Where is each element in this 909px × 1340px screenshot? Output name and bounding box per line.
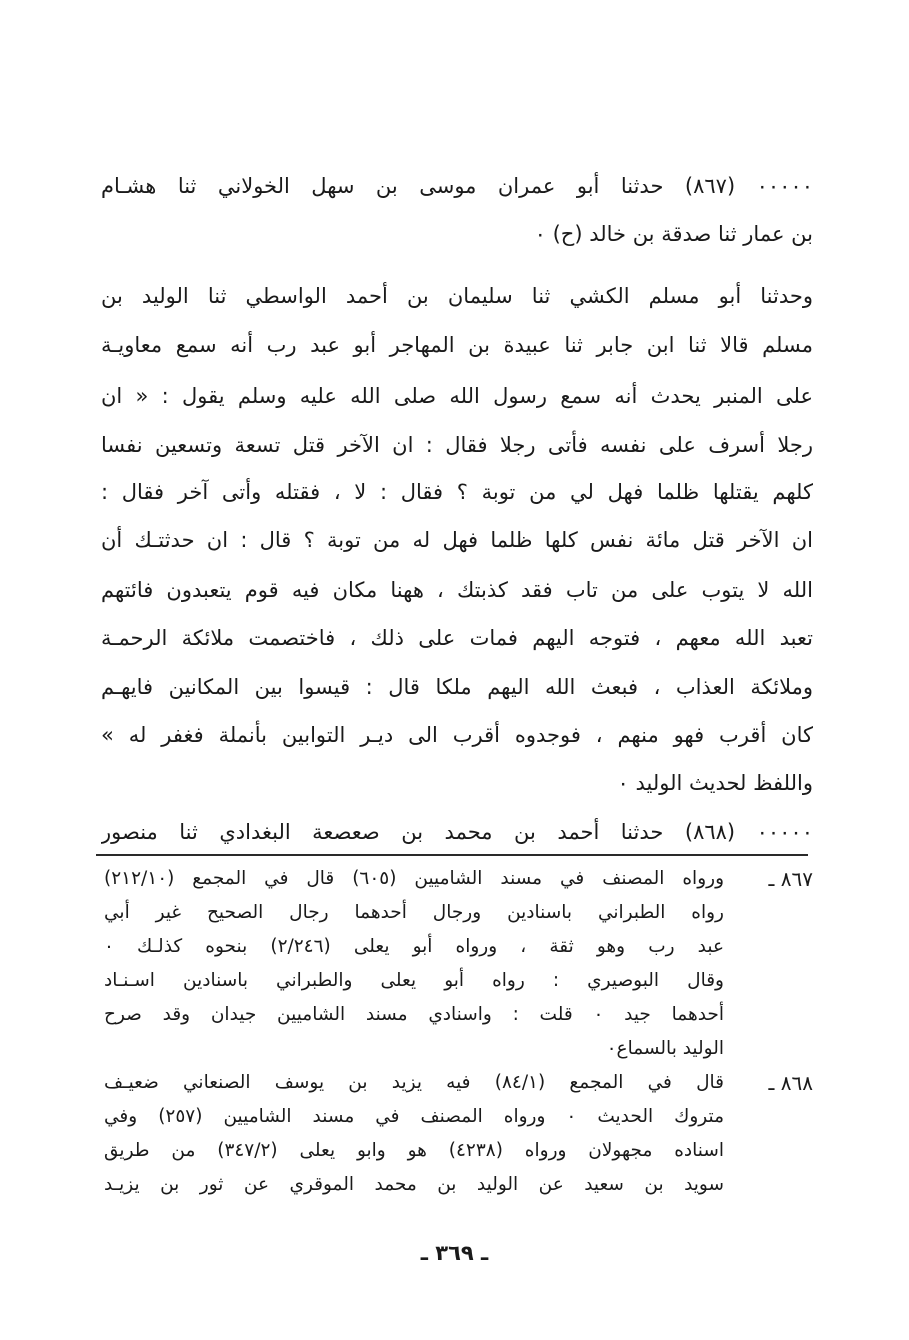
text-line-6: رجلا أسرف على نفسه فأتى رجلا فقال : ان الآخر قتل تسعة وتسعين نفسا [101,433,813,457]
text-line-3: وحدثنا أبو مسلم الكشي ثنا سليمان بن أحمد الواسطي ثنا الوليد بن [101,284,813,308]
footnote-867-line-5: أحدهما جيد ٠ قلت : واسنادي مسند الشاميين جيدان وقد صرح [104,1004,724,1025]
text-line-8: ان الآخر قتل مائة نفس كلها ظلما فهل له من توبة ؟ قال : ان حدثتـك أن [101,528,813,552]
text-line-1: ٠٠٠٠٠ (٨٦٧) حدثنا أبو عمران موسى بن سهل الخولاني ثنا هشـام [101,174,813,198]
text-line-12: كان أقرب فهو منهم ، فوجدوه أقرب الى ديـر التوابين بأنملة فغفر له » [101,723,813,747]
text-line-4: مسلم قالا ثنا ابن جابر ثنا عبيدة بن المهاجر أبو عبد رب أنه سمع معاويـة [101,333,813,357]
footnote-868-line-3: اسناده مجهولان ورواه (٤٢٣٨) هو وابو يعلى (٣٤٧/٢) من طريق [104,1140,724,1161]
footnote-868-line-2: متروك الحديث ٠ ورواه المصنف في مسند الشاميين (٢٥٧) وفي [104,1106,724,1127]
text-line-7: كلهم يقتلها ظلما فهل لي من توبة ؟ فقال : لا ، فقتله وأتى آخر فقال : [101,480,813,504]
text-line-2: بن عمار ثنا صدقة بن خالد (ح) ٠ [534,222,813,246]
text-line-11: وملائكة العذاب ، فبعث الله اليهم ملكا قال : قيسوا بين المكانين فايهـم [101,675,813,699]
text-line-10: تعبد الله معهم ، فتوجه اليهم فمات على ذلك ، فاختصمت ملائكة الرحمـة [101,626,813,650]
page-number: ـ ٣٦٩ ـ [420,1241,489,1265]
text-line-5: على المنبر يحدث أنه سمع رسول الله صلى الله عليه وسلم يقول : « ان [101,384,813,408]
footnote-867-line-6: الوليد بالسماع٠ [606,1038,724,1059]
text-line-14: ٠٠٠٠٠ (٨٦٨) حدثنا أحمد بن محمد بن صعصعة البغدادي ثنا منصور [101,820,813,844]
footnote-868-line-1: قال في المجمع (٨٤/١) فيه يزيد بن يوسف الصنعاني ضعيـف [104,1072,724,1093]
footnote-867-line-3: عبد رب وهو ثقة ، ورواه أبو يعلى (٢/٢٤٦) بنحوه كذلـك ٠ [104,936,724,957]
footnote-868-line-4: سويد بن سعيد عن الوليد بن محمد الموقري عن ثور بن يزيـد [104,1174,724,1195]
footnote-number-868: ٨٦٨ ـ [768,1071,813,1095]
footnote-867-line-4: وقال البوصيري : رواه أبو يعلى والطبراني باسنادين اسـنـاد [104,970,724,991]
footnote-separator [96,854,808,856]
footnote-867-line-1: ورواه المصنف في مسند الشاميين (٦٠٥) قال في المجمع (٢١٢/١٠) [104,868,724,889]
footnote-867-line-2: رواه الطبراني باسنادين ورجال أحدهما رجال الصحيح غير أبي [104,902,724,923]
text-line-9: الله لا يتوب على من تاب فقد كذبتك ، ههنا مكان فيه قوم يتعبدون فائتهم [101,578,813,602]
footnote-number-867: ٨٦٧ ـ [768,867,813,891]
text-line-13: واللفظ لحديث الوليد ٠ [617,771,813,795]
